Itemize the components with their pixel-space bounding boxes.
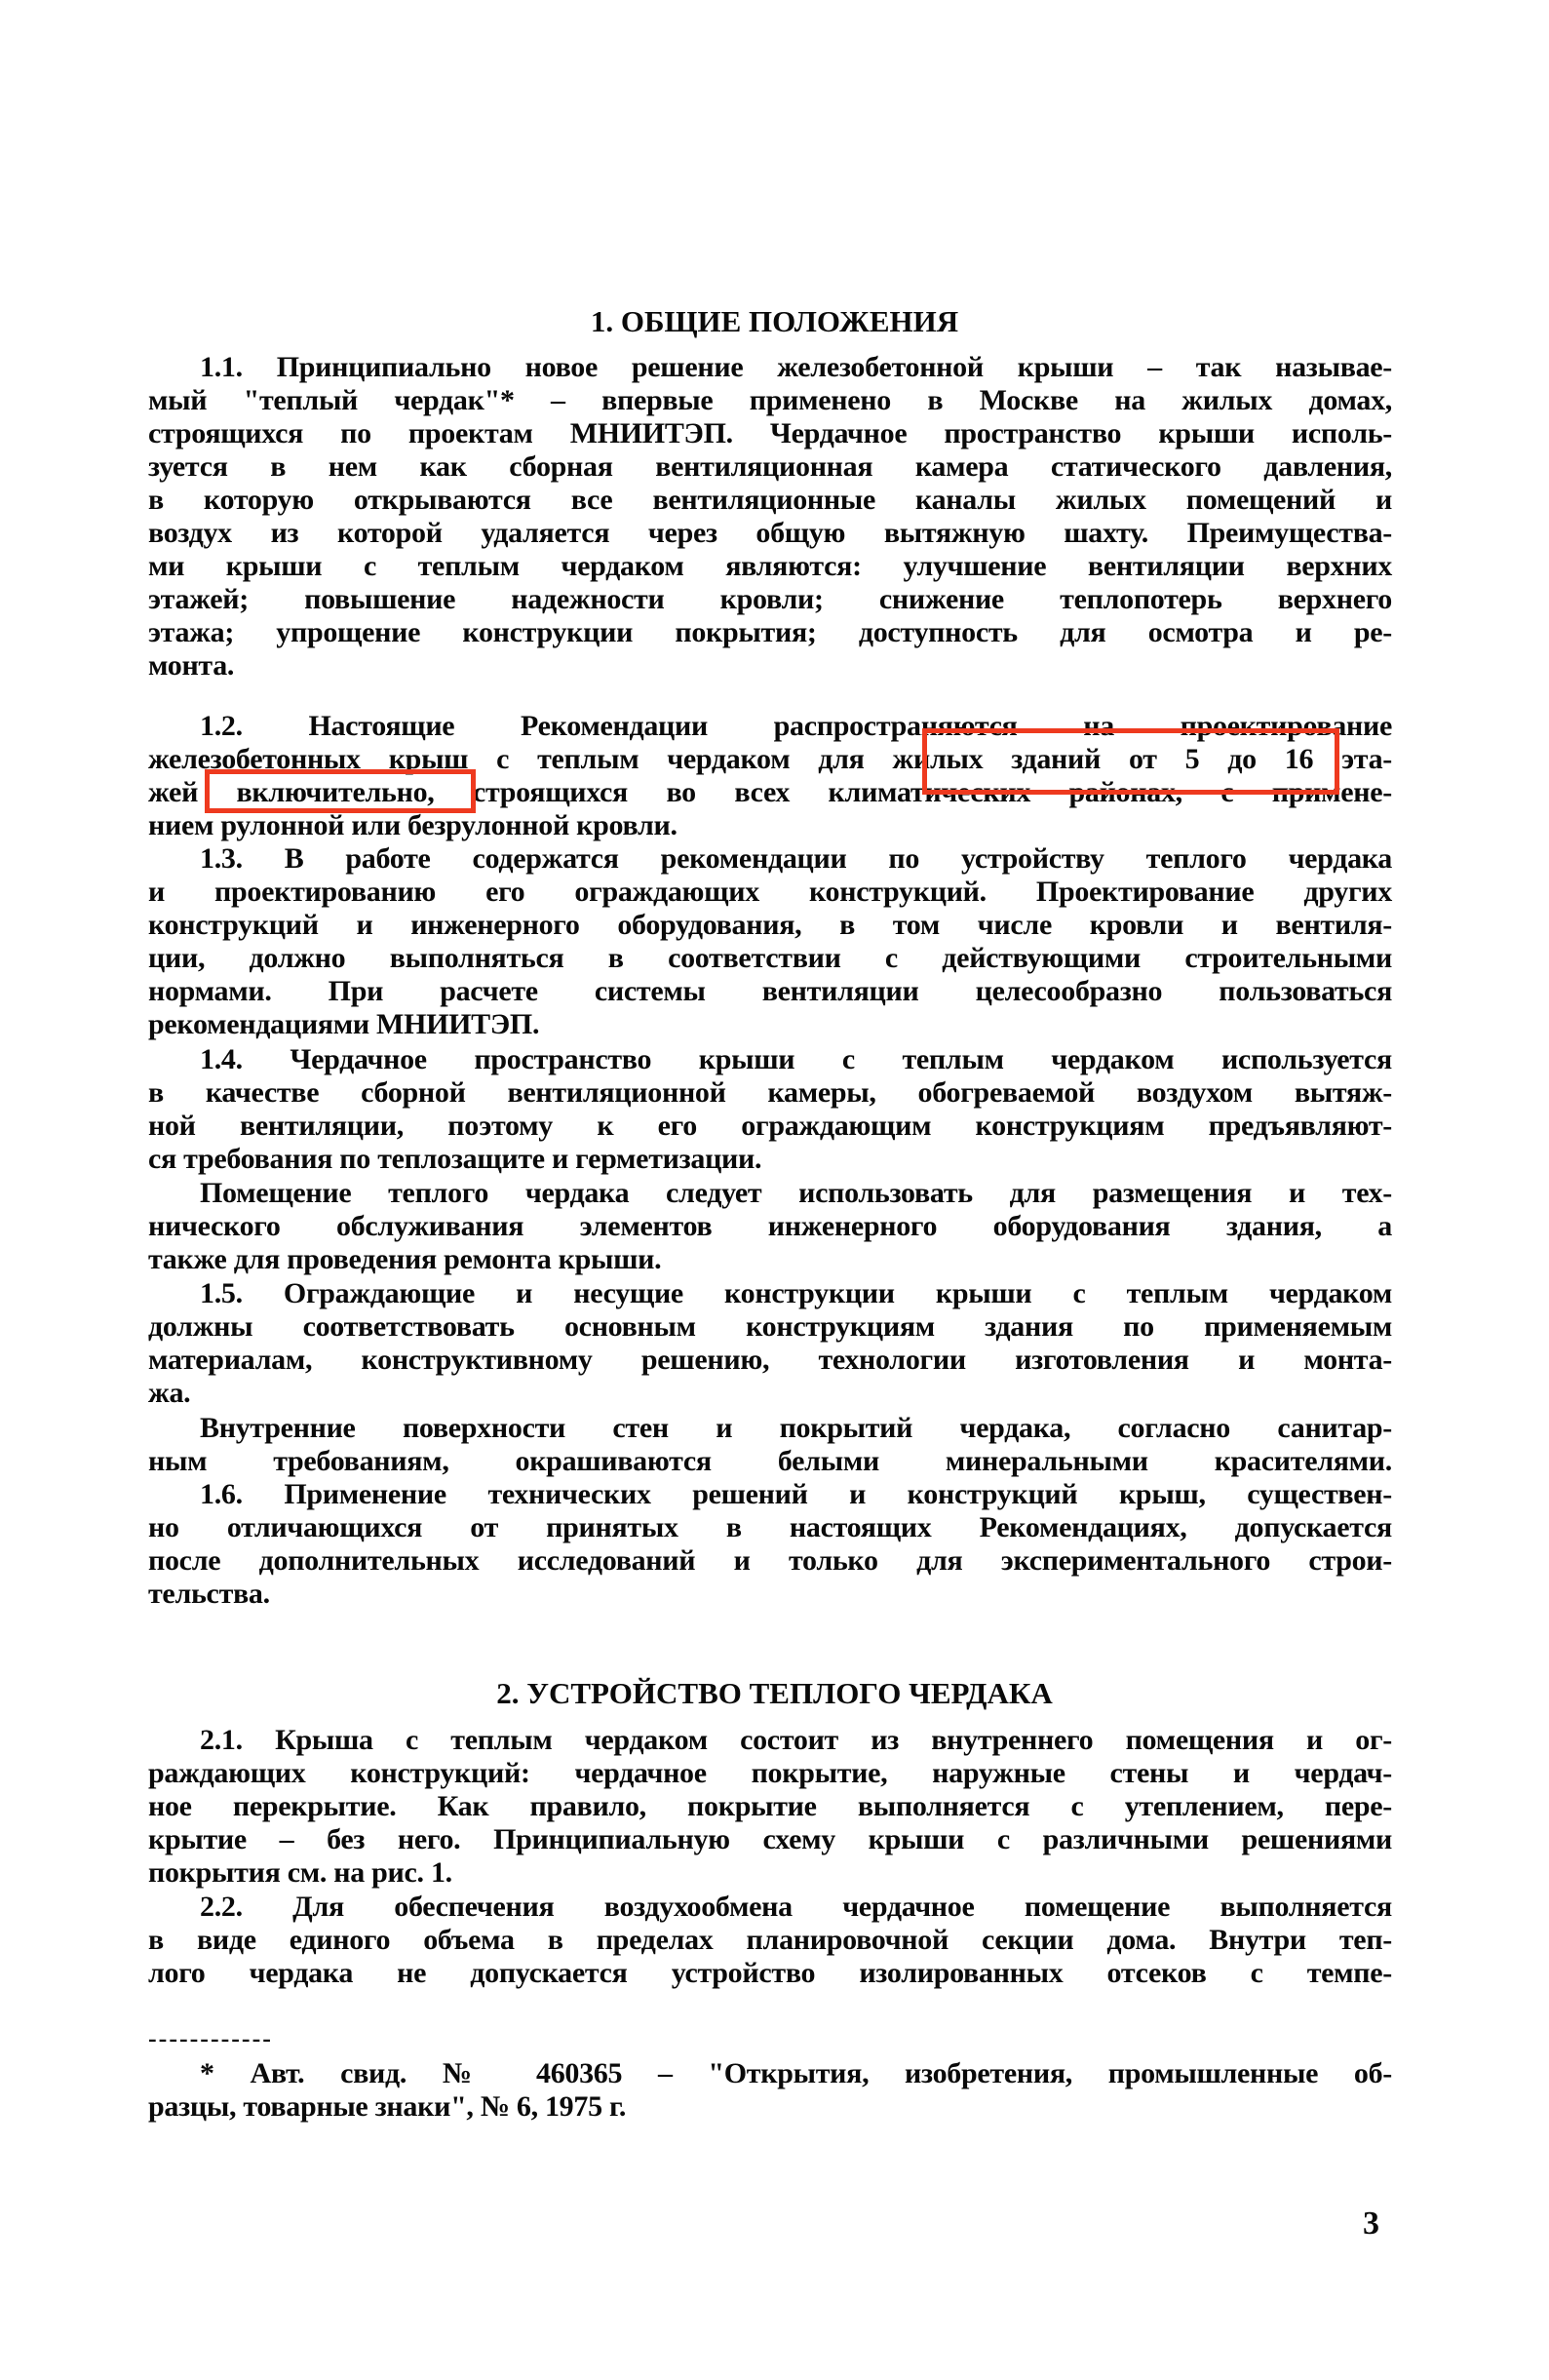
paragraph-2-2-line: в виде единого объема в пределах планировочной секции дома. Внутри теп-	[148, 1924, 1392, 1956]
paragraph-2-1-line: раждающих конструкций: чердачное покрытие, наружные стены и чердач-	[148, 1757, 1392, 1789]
paragraph-1-5b-line: ным требованиям, окрашиваются белыми минеральными красителями.	[148, 1445, 1392, 1477]
paragraph-1-4-line: ся требования по теплозащите и герметизации.	[148, 1143, 762, 1175]
paragraph-2-1-line: ное перекрытие. Как правило, покрытие выполняется с утеплением, пере-	[148, 1790, 1392, 1822]
paragraph-1-1-line: этажей; повышение надежности кровли; снижение теплопотерь верхнего	[148, 583, 1392, 615]
paragraph-1-1-line: этажа; упрощение конструкции покрытия; доступность для осмотра и ре-	[148, 616, 1392, 648]
paragraph-1-1-line: монта.	[148, 649, 235, 682]
paragraph-1-1-line: в которую открываются все вентиляционные каналы жилых помещений и	[148, 484, 1392, 516]
paragraph-1-4b-line: нического обслуживания элементов инженерного оборудования здания, а	[148, 1210, 1392, 1242]
paragraph-2-2-line: 2.2. Для обеспечения воздухообмена чердачное помещение выполняется	[200, 1891, 1392, 1923]
paragraph-1-2-line: нием рулонной или безрулонной кровли.	[148, 809, 678, 841]
paragraph-1-6-line: 1.6. Применение технических решений и конструкций крыш, существен-	[200, 1478, 1392, 1510]
paragraph-1-5-line: должны соответствовать основным конструкциям здания по применяемым	[148, 1310, 1392, 1343]
paragraph-2-2-line: лого чердака не допускается устройство изолированных отсеков с темпе-	[148, 1957, 1392, 1989]
paragraph-1-1-line: воздух из которой удаляется через общую вытяжную шахту. Преимущества-	[148, 517, 1392, 549]
paragraph-1-2-line: жей включительно, строящихся во всех климатических районах, с примене-	[148, 776, 1392, 808]
paragraph-1-3-line: нормами. При расчете системы вентиляции целесообразно пользоваться	[148, 975, 1392, 1007]
paragraph-1-3-line: ции, должно выполняться в соответствии с действующими строительными	[148, 942, 1392, 974]
paragraph-1-5-line: жа.	[148, 1377, 191, 1409]
footnote-separator: ------------	[148, 2024, 273, 2052]
paragraph-2-1-line: покрытия см. на рис. 1.	[148, 1856, 452, 1889]
paragraph-1-6-line: тельства.	[148, 1578, 270, 1610]
footnote-line: * Авт. свид. № 460365 – "Открытия, изобретения, промышленные об-	[200, 2057, 1392, 2089]
paragraph-1-2-line: железобетонных крыш с теплым чердаком для жилых зданий от 5 до 16 эта-	[148, 743, 1392, 775]
paragraph-1-1-line: мый "теплый чердак"* – впервые применено в Москве на жилых домах,	[148, 384, 1392, 416]
paragraph-1-5b-line: Внутренние поверхности стен и покрытий чердака, согласно санитар-	[200, 1412, 1392, 1444]
paragraph-1-1-line: 1.1. Принципиально новое решение железобетонной крыши – так называе-	[200, 351, 1392, 383]
paragraph-1-6-line: после дополнительных исследований и только для экспериментального строи-	[148, 1544, 1392, 1577]
paragraph-1-3-line: рекомендациями МНИИТЭП.	[148, 1008, 540, 1040]
section-1-heading: 1. ОБЩИЕ ПОЛОЖЕНИЯ	[590, 304, 959, 338]
paragraph-1-3-line: 1.3. В работе содержатся рекомендации по устройству теплого чердака	[200, 842, 1392, 875]
paragraph-1-5-line: материалам, конструктивному решению, технологии изготовления и монта-	[148, 1344, 1392, 1376]
paragraph-1-1-line: строящихся по проектам МНИИТЭП. Чердачное пространство крыши исполь-	[148, 417, 1392, 449]
paragraph-1-6-line: но отличающихся от принятых в настоящих Рекомендациях, допускается	[148, 1511, 1392, 1543]
paragraph-1-5-line: 1.5. Ограждающие и несущие конструкции крыши с теплым чердаком	[200, 1277, 1392, 1309]
page-number: 3	[1363, 2205, 1379, 2242]
paragraph-1-1-line: зуется в нем как сборная вентиляционная камера статического давления,	[148, 450, 1392, 483]
paragraph-1-4-line: в качестве сборной вентиляционной камеры, обогреваемой воздухом вытяж-	[148, 1076, 1392, 1109]
footnote-line: разцы, товарные знаки", № 6, 1975 г.	[148, 2090, 627, 2123]
paragraph-1-2-line: 1.2. Настоящие Рекомендации распространяются на проектирование	[200, 710, 1392, 742]
paragraph-1-3-line: конструкций и инженерного оборудования, в том числе кровли и вентиля-	[148, 909, 1392, 941]
paragraph-1-1-line: ми крыши с теплым чердаком являются: улучшение вентиляции верхних	[148, 550, 1392, 582]
paragraph-1-4b-line: Помещение теплого чердака следует использовать для размещения и тех-	[200, 1177, 1392, 1209]
paragraph-1-4-line: 1.4. Чердачное пространство крыши с теплым чердаком используется	[200, 1043, 1392, 1075]
paragraph-1-4b-line: также для проведения ремонта крыши.	[148, 1243, 662, 1275]
paragraph-1-4-line: ной вентиляции, поэтому к его ограждающим конструкциям предъявляют-	[148, 1110, 1392, 1142]
paragraph-2-1-line: крытие – без него. Принципиальную схему крыши с различными решениями	[148, 1823, 1392, 1855]
paragraph-1-3-line: и проектированию его ограждающих конструкций. Проектирование других	[148, 876, 1392, 908]
paragraph-2-1-line: 2.1. Крыша с теплым чердаком состоит из внутреннего помещения и ог-	[200, 1724, 1392, 1756]
section-2-heading: 2. УСТРОЙСТВО ТЕПЛОГО ЧЕРДАКА	[496, 1676, 1053, 1710]
